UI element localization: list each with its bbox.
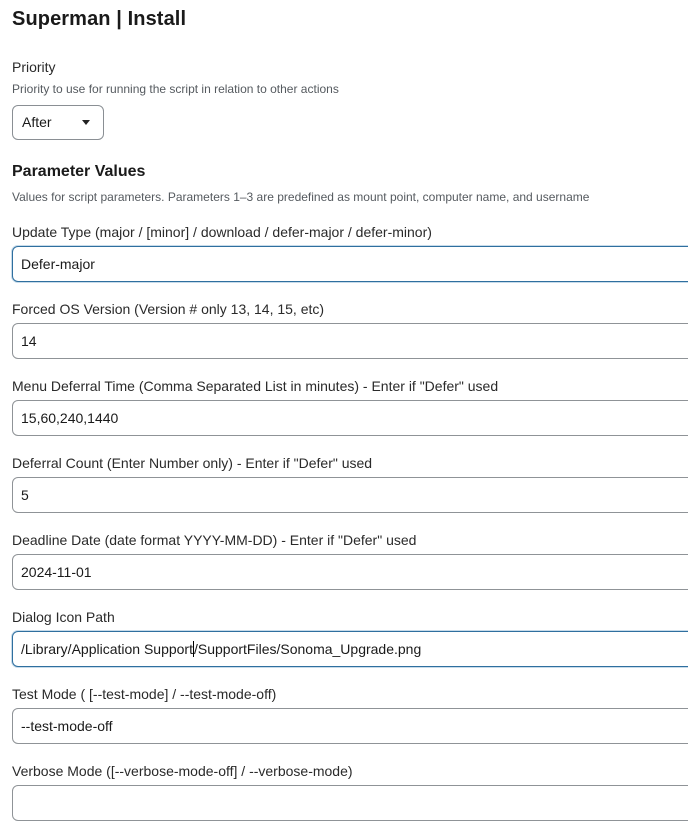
update-type-input[interactable] [12, 246, 688, 282]
test-mode-label: Test Mode ( [--test-mode] / --test-mode-off) [12, 686, 277, 702]
priority-selected-value: After [22, 114, 52, 130]
verbose-mode-label: Verbose Mode ([--verbose-mode-off] / --verbose-mode) [12, 763, 353, 779]
menu-deferral-time-input[interactable] [12, 400, 688, 436]
verbose-mode-input[interactable] [12, 785, 688, 821]
dialog-icon-path-label: Dialog Icon Path [12, 609, 115, 625]
parameter-values-heading: Parameter Values [12, 163, 146, 180]
test-mode-input[interactable] [12, 708, 688, 744]
deferral-count-label: Deferral Count (Enter Number only) - Enter if "Defer" used [12, 455, 373, 471]
deferral-count-input[interactable] [12, 477, 688, 513]
priority-help-text: Priority to use for running the script in relation to other actions [12, 82, 339, 96]
page-title: Superman | Install [12, 8, 187, 30]
dialog-icon-path-value-start: /Library/Application Support [21, 641, 193, 657]
update-type-label: Update Type (major / [minor] / download / defer-major / defer-minor) [12, 224, 432, 240]
forced-os-version-input[interactable] [12, 323, 688, 359]
update-type-value: Defer-major [21, 256, 95, 272]
deadline-date-value: 2024-11-01 [21, 564, 92, 580]
deferral-count-value: 5 [21, 487, 29, 503]
menu-deferral-time-value: 15,60,240,1440 [21, 410, 119, 426]
dialog-icon-path-value-end: /SupportFiles/Sonoma_Upgrade.png [194, 641, 422, 657]
deadline-date-input[interactable] [12, 554, 688, 590]
caret-down-icon [82, 120, 90, 125]
priority-label: Priority [12, 59, 56, 75]
dialog-icon-path-input[interactable] [12, 631, 688, 667]
menu-deferral-time-label: Menu Deferral Time (Comma Separated List in minutes) - Enter if "Defer" used [12, 378, 499, 394]
forced-os-version-value: 14 [21, 333, 37, 349]
parameter-values-help-text: Values for script parameters. Parameters 1–3 are predefined as mount point, computer name, and username [12, 190, 590, 204]
test-mode-value: --test-mode-off [21, 718, 113, 734]
forced-os-version-label: Forced OS Version (Version # only 13, 14, 15, etc) [12, 301, 325, 317]
priority-select[interactable] [12, 105, 104, 140]
deadline-date-label: Deadline Date (date format YYYY-MM-DD) - Enter if "Defer" used [12, 532, 417, 548]
